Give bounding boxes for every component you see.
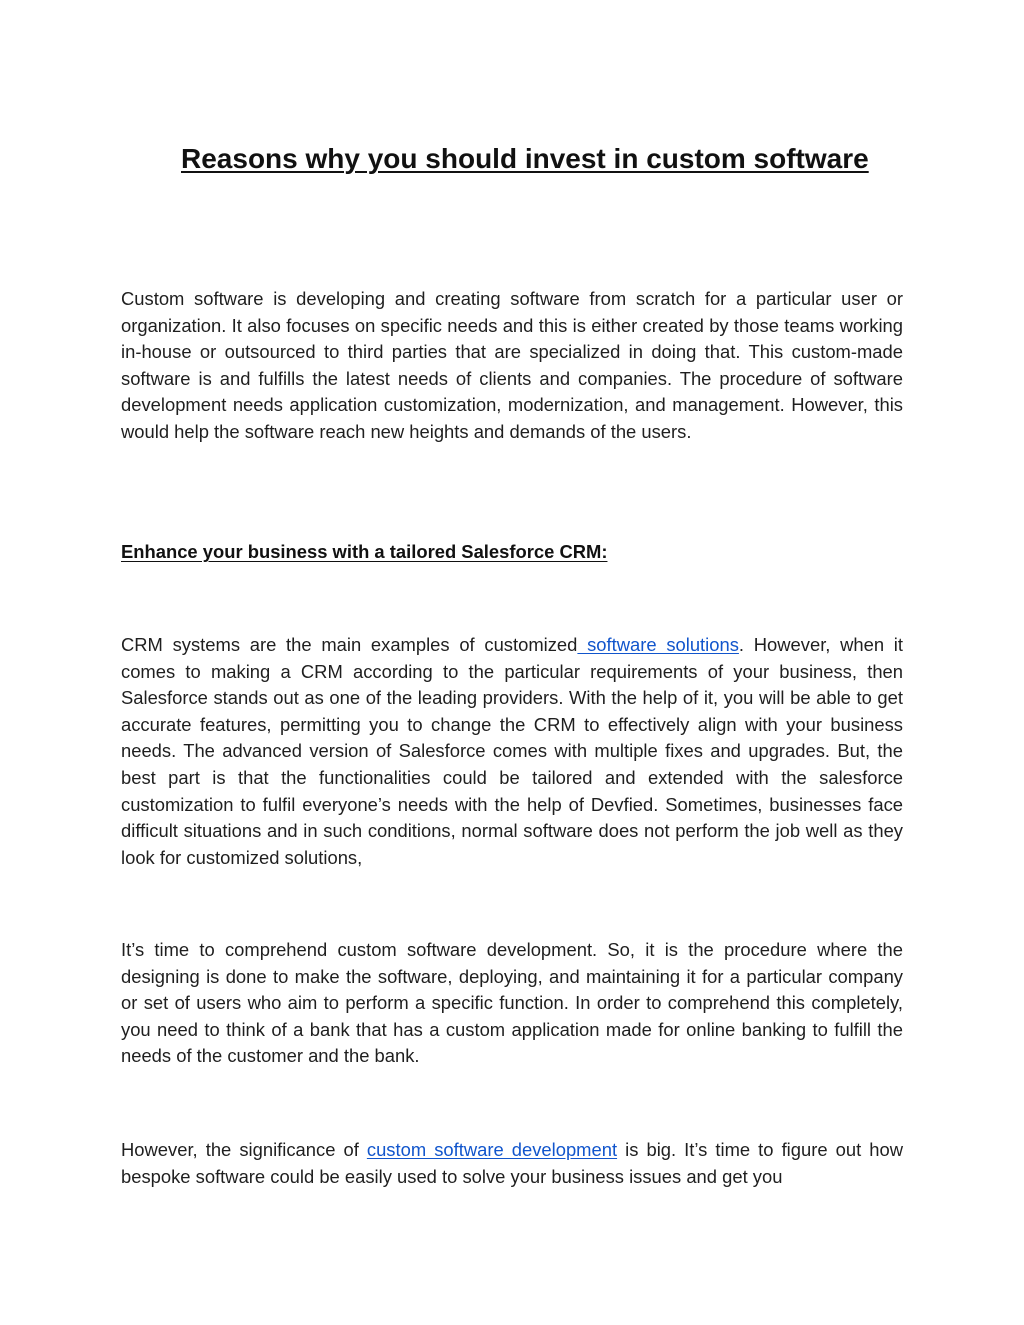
crm-paragraph — [121, 632, 903, 871]
significance-paragraph — [121, 1137, 903, 1190]
page-title-text: Reasons why you should invest in custom software — [181, 143, 869, 174]
section-heading: Enhance your business with a tailored Salesforce CRM: — [121, 541, 608, 562]
significance-paragraph-text-after: is big. It’s time to figure out how bespoke software could be easily used to solve your business issues and get you — [121, 1139, 903, 1187]
intro-paragraph: Custom software is developing and creating software from scratch for a particular user or organization. It also focuses on specific needs and this is either created by those teams working in-house or outsourced to third parties that are specialized in doing that. This custom-made software is and fulfills the latest needs of clients and companies. The procedure of software development needs application customization, modernization, and management. However, this would help the software reach new heights and demands of the users. — [121, 288, 903, 442]
software-solutions-link[interactable]: software solutions — [577, 634, 739, 655]
significance-paragraph-text-before: However, the significance of — [121, 1139, 367, 1160]
crm-paragraph-text-after: . However, when it comes to making a CRM according to the particular requirements of your business, then Salesforce stands out as one of the leading providers. With the help of it, you will be able to get accurate features, permitting you to change the CRM to effectively align with your business needs. The advanced version of Salesforce comes with multiple fixes and upgrades. But, the best part is that the functionalities could be tailored and extended with the salesforce customization to fulfil everyone’s needs with the help of Devfied. Sometimes, businesses face difficult situations and in such conditions, normal software does not perform the job well as they look for customized solutions, — [121, 634, 903, 868]
custom-software-development-link[interactable]: custom software development — [366, 1139, 618, 1160]
crm-paragraph-text-before: CRM systems are the main examples of customized — [121, 634, 578, 655]
comprehend-paragraph: It’s time to comprehend custom software development. So, it is the procedure where the designing is done to make the software, deploying, and maintaining it for a particular company or set of users who aim to perform a specific function. In order to comprehend this completely, you need to think of a bank that has a custom application made for online banking to fulfill the needs of the customer and the bank. — [121, 939, 903, 1067]
page-title — [181, 139, 902, 179]
